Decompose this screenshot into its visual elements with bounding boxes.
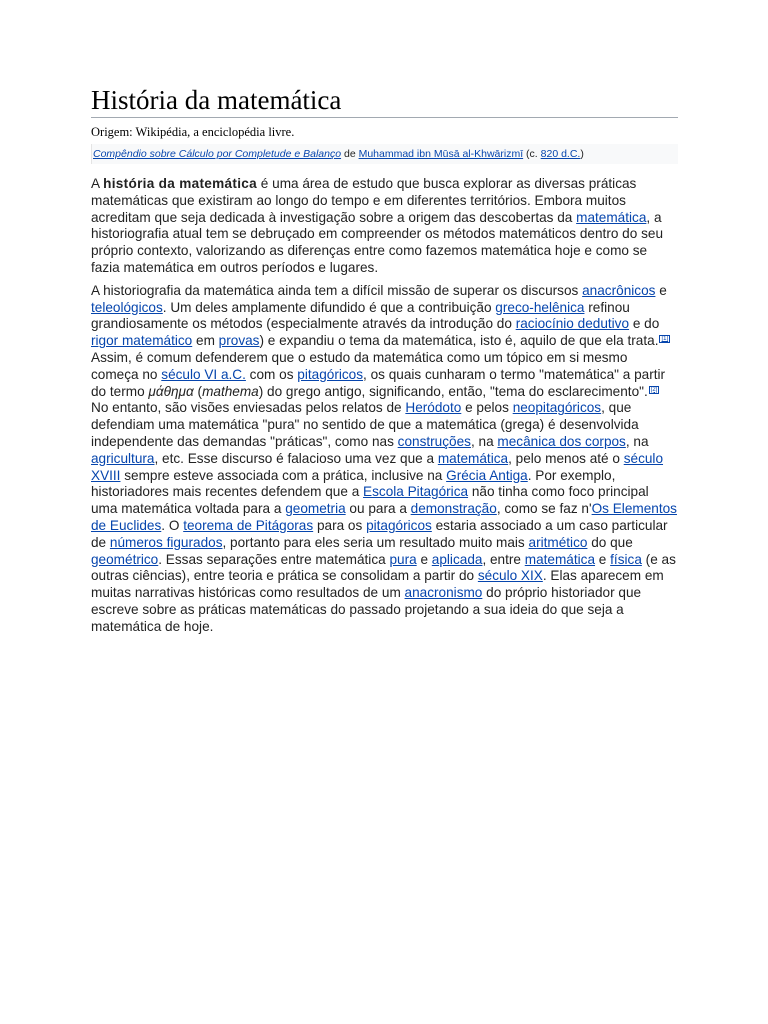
text: com os [245,366,298,382]
text: e [416,551,432,567]
page-title: História da matemática [91,84,678,118]
link-anacronismo[interactable]: anacronismo [404,585,483,601]
link-seculo-xix[interactable]: século XIX [477,568,543,584]
link-grecia-antiga[interactable]: Grécia Antiga [446,467,528,483]
link-pura[interactable]: pura [389,551,417,567]
link-seculo-vi-ac[interactable]: século VI a.C. [161,366,246,382]
link-matematica[interactable]: matemática [576,209,647,225]
text: e do [629,316,660,332]
text: para os [313,517,367,533]
text: . Elas aparecem em muitas narrativas históricas como resultados de um [91,568,664,601]
text: e [595,551,611,567]
link-construcoes[interactable]: construções [397,433,471,449]
text: . O [161,517,184,533]
link-matematica[interactable]: matemática [437,450,509,466]
text: do que [587,534,633,550]
text: em [192,333,219,349]
text: e pelos [461,400,513,416]
text: . Essas separações entre matemática [158,551,390,567]
text: ) do grego antigo, significando, então, "tema do esclarecimento". [258,383,648,399]
text: não tinha como foco principal uma matemática voltada para a [91,484,649,517]
reference-2[interactable]: [2] [650,386,658,393]
text: , que defendiam uma matemática "pura" no sentido de que a matemática (grega) é desenvolvida independente das demandas "práticas", como nas [91,400,639,449]
link-escola-pitagorica[interactable]: Escola Pitagórica [363,484,469,500]
text: , a historiografia atual tem se debruçado em compreender os métodos matemáticos dentro do seu próprio contexto, valorizando as diferenças entre como fazemos matemática hoje e como se fazia matemática em outros períodos e lugares. [91,209,663,275]
text: , portanto para eles seria um resultado muito mais [222,534,529,550]
text: ) e expandiu o tema da matemática, isto é, aquilo de que ela trata. [259,333,659,349]
text: sempre esteve associada com a prática, inclusive na [120,467,447,483]
link-geometria[interactable]: geometria [285,501,346,517]
link-fisica[interactable]: física [610,551,642,567]
link-greco-helenica[interactable]: greco-helênica [495,299,585,315]
text: . Um deles amplamente difundido é que a contribuição [162,299,496,315]
link-neopitagoricos[interactable]: neopitagóricos [512,400,602,416]
link-anacronicos[interactable]: anacrônicos [582,282,656,298]
caption-link-author[interactable]: Muhammad ibn Mūsā al-Khwārizmī [358,148,524,160]
text: refinou grandiosamente os métodos (especialmente através da introdução do [91,299,630,332]
link-seculo-xviii[interactable]: século XVIII [91,450,664,483]
link-teleologicos[interactable]: teleológicos [91,299,163,315]
link-mecanica-dos-corpos[interactable]: mecânica dos corpos [497,433,626,449]
paragraph-intro [91,176,678,277]
link-pitagoricos[interactable]: pitagóricos [366,517,432,533]
text: , como se faz n' [496,501,592,517]
greek-term: μάθημα [148,383,194,399]
text: . Por exemplo, historiadores mais recentes defendem que a [91,467,616,500]
text: No entanto, são visões enviesadas pelos relatos de [91,400,406,416]
link-aritmetico[interactable]: aritmético [528,534,588,550]
link-agricultura[interactable]: agricultura [91,450,155,466]
caption-text: ) [580,148,584,160]
text: é uma área de estudo que busca explorar as diversas práticas matemáticas que existiram ao longo do tempo e em diferentes territórios. Embora muitos acreditam que seja dedicada à investigação sobre a origem das descobertas da [91,176,637,225]
link-demonstracao[interactable]: demonstração [410,501,497,517]
article-origin: Origem: Wikipédia, a enciclopédia livre. [91,125,295,139]
link-herodoto[interactable]: Heródoto [405,400,462,416]
paragraph-historiography [91,283,678,636]
text: A [91,176,104,191]
link-numeros-figurados[interactable]: números figurados [109,534,223,550]
text: Assim, é comum defenderem que o estudo da matemática como um tópico em si mesmo começa no [91,349,628,382]
image-caption [91,144,678,164]
link-matematica[interactable]: matemática [524,551,596,567]
text: , entre [482,551,525,567]
text: estaria associado a um caso particular de [91,517,668,550]
link-teorema-de-pitagoras[interactable]: teorema de Pitágoras [183,517,314,533]
text: (e as outras ciências), entre teoria e prática se consolidam a partir do [91,551,676,584]
link-geometrico[interactable]: geométrico [91,551,159,567]
text: , na [625,433,649,449]
text: ou para a [345,501,411,517]
caption-text: (c. [523,148,541,160]
latin-term: mathema [202,383,259,399]
link-provas[interactable]: provas [218,333,260,349]
link-os-elementos-de-euclides[interactable]: Os Elementos de Euclides [91,501,677,533]
text: ( [193,383,203,399]
article [91,84,678,636]
text: , os quais cunharam o termo "matemática" a partir do termo [91,366,666,399]
text: do próprio historiador que escreve sobre as práticas matemáticas do passado projetando a sua ideia do que seja a matemática de hoje. [91,585,642,634]
caption-text: de [341,148,359,160]
link-aplicada[interactable]: aplicada [431,551,483,567]
text: , etc. Esse discurso é falacioso uma vez que a [154,450,438,466]
text: , pelo menos até o [508,450,624,466]
caption-link-work[interactable]: Compêndio sobre Cálculo por Completude e Balanço [93,148,342,160]
caption-link-date[interactable]: 820 d.C. [540,148,581,160]
link-pitagoricos[interactable]: pitagóricos [297,366,364,382]
link-raciocinio-dedutivo[interactable]: raciocínio dedutivo [515,316,630,332]
link-rigor-matematico[interactable]: rigor matemático [91,333,193,349]
text: A historiografia da matemática ainda tem a difícil missão de superar os discursos [91,282,583,298]
bold-term: história da matemática [103,176,258,191]
reference-1[interactable]: [1] [661,336,669,343]
text: , na [470,433,498,449]
text: e [655,282,667,298]
